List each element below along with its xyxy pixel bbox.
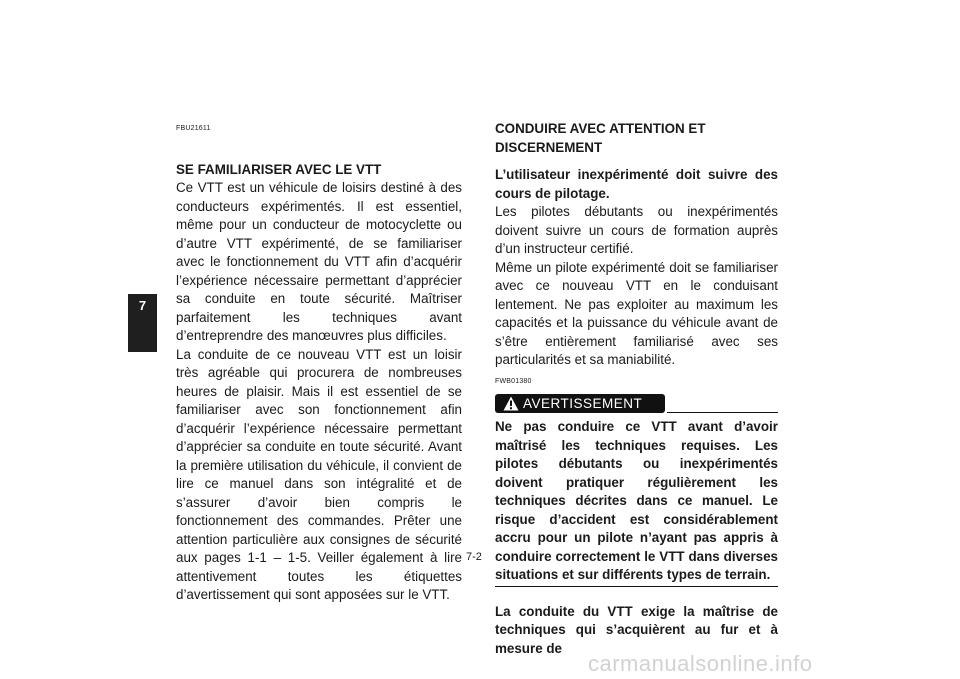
warning-code: FWB01380 <box>495 377 532 385</box>
chapter-tab <box>128 294 157 352</box>
section-heading: SE FAMILIARISER AVEC LE VTT <box>176 161 382 177</box>
paragraph: Ce VTT est un véhicule de loisirs destiné à des conducteurs expérimentés. Il est essentiel, même pour un conducteur de motocyclette ou d’autre VTT expérimenté, de se familiariser avec le fonctionnement du VTT afin d’acquérir l’expérience nécessaire permettant d’apprécier sa conduite en toute sécurité. Maîtriser parfaitement les techniques avant d’entreprendre des manœuvres plus difficiles. <box>176 180 462 343</box>
paragraph: Les pilotes débutants ou inexpérimentés doivent suivre un cours de formation auprès d’un instructeur certifié. <box>495 204 778 256</box>
warning-text: Ne pas conduire ce VTT avant d’avoir maîtrisé les techniques requises. Les pilotes débutants ou inexpérimentés doivent pratiquer régulièrement les techniques décrites dans ce manuel. Le risque d’accident est considérablement accru pour un pilote n’ayant pas appris à conduire correctement le VTT dans diverses situations et sur différents types de terrain. <box>495 419 778 582</box>
warning-label: AVERTISSEMENT <box>523 396 643 411</box>
page-number: 7-2 <box>466 551 482 563</box>
warning-label-box <box>495 394 665 413</box>
chapter-number: 7 <box>138 298 147 313</box>
left-column <box>176 120 462 605</box>
watermark: carmanualsonline.info <box>588 651 813 676</box>
warning-header <box>495 392 778 414</box>
section-code: FBU21611 <box>176 125 211 132</box>
subheading: L’utilisateur inexpérimenté doit suivre des cours de pilotage. <box>495 167 778 201</box>
warning-triangle-icon <box>503 396 519 411</box>
paragraph: La conduite de ce nouveau VTT est un loisir très agréable qui procurera de nombreuses heures de plaisir. Mais il est essentiel de se familiariser avec son fonctionnement afin d’acquérir l’expérience nécessaire permettant d’apprécier sa conduite en toute sécurité. Avant la première utilisation du véhicule, il convient de lire ce manuel dans son intégralité et de s’assurer d’avoir bien compris le fonctionnement des commandes. Prêter une attention particulière aux consignes de sécurité aux pages 1-1 – 1-5. Veiller également à lire attentivement toutes les étiquettes d’avertissement qui sont apposées sur le VTT. <box>176 346 462 602</box>
right-column <box>495 120 778 658</box>
paragraph: La conduite du VTT exige la maîtrise de techniques qui s’acquièrent au fur et à mesure de <box>495 603 778 656</box>
paragraph: Même un pilote expérimenté doit se familiariser avec ce nouveau VTT en le conduisant lentement. Ne pas exploiter au maximum les capacités et la puissance du véhicule avant de s’être entièrement familiarisé avec ses particularités et sa maniabilité. <box>495 259 778 367</box>
section-heading: CONDUIRE AVEC ATTENTION ET DISCERNEMENT <box>495 121 706 155</box>
warning-top-rule <box>667 412 778 413</box>
